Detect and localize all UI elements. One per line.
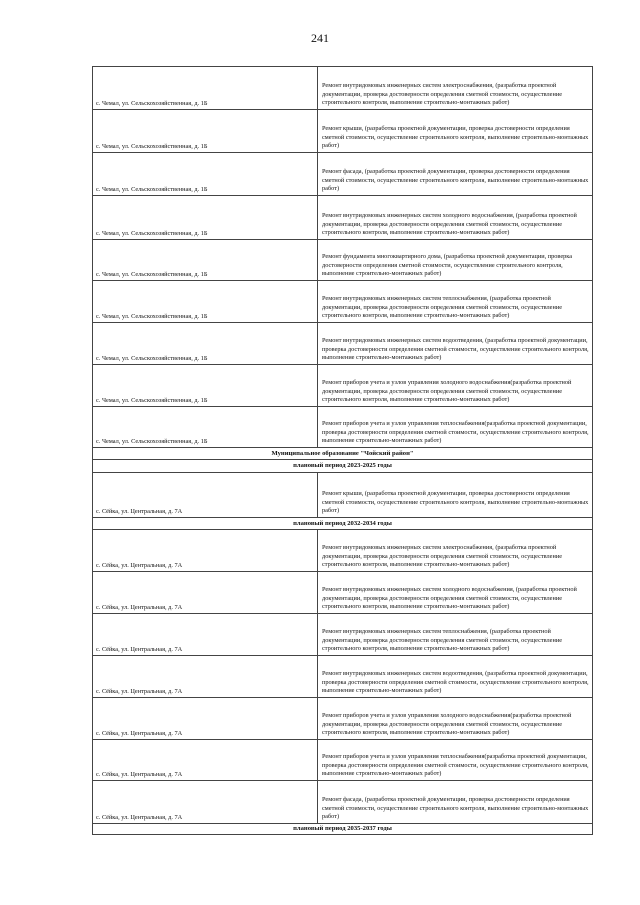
table-row: [93, 614, 593, 656]
work-description-cell: Ремонт внутридомовых инженерных систем электроснабжения, (разработка проектной документации, проверка достоверности определения сметной стоимости, осуществление строительного контроля, выполнение строительно-монтажных работ): [318, 530, 593, 572]
work-description-cell: Ремонт крыши, (разработка проектной документации, проверка достоверности определения сметной стоимости, осуществление строительного контроля, выполнение строительно-монтажных работ): [318, 473, 593, 518]
table-row: [93, 110, 593, 153]
table-row: [93, 530, 593, 572]
work-description-cell: Ремонт внутридомовых инженерных систем теплоснабжения, (разработка проектной документации, проверка достоверности определения сметной стоимости, осуществление строительного контроля, выполнение строительно-монтажных работ): [318, 614, 593, 656]
address-cell: с. Чемал, ул. Сельскохозяйственная, д. 1Б: [93, 110, 318, 153]
section-header: плановый период 2023-2025 годы: [93, 460, 593, 473]
work-description-cell: Ремонт фасада, (разработка проектной документации, проверка достоверности определения сметной стоимости, осуществление строительного контроля, выполнение строительно-монтажных работ): [318, 781, 593, 824]
table-row: [93, 572, 593, 614]
table-row: [93, 698, 593, 740]
table-row: [93, 67, 593, 110]
section-header: плановый период 2032-2034 годы: [93, 518, 593, 530]
address-cell: с. Чемал, ул. Сельскохозяйственная, д. 1Б: [93, 196, 318, 240]
table-row: [93, 365, 593, 407]
address-cell: с. Сёйка, ул. Центральная, д. 7А: [93, 473, 318, 518]
address-cell: с. Чемал, ул. Сельскохозяйственная, д. 1Б: [93, 365, 318, 407]
section-header: Муниципальное образование "Чойский район": [93, 448, 593, 460]
address-cell: с. Сёйка, ул. Центральная, д. 7А: [93, 740, 318, 781]
work-description-cell: Ремонт внутридомовых инженерных систем электроснабжения, (разработка проектной документации, проверка достоверности определения сметной стоимости, осуществление строительного контроля, выполнение строительно-монтажных работ): [318, 67, 593, 110]
table-row: [93, 740, 593, 781]
table-row: [93, 196, 593, 240]
section-header-row: [93, 460, 593, 473]
work-description-cell: Ремонт внутридомовых инженерных систем водоотведения, (разработка проектной документации, проверка достоверности определения сметной стоимости, осуществление строительного контроля, выполнение строительно-монтажных работ): [318, 656, 593, 698]
address-cell: с. Чемал, ул. Сельскохозяйственная, д. 1Б: [93, 281, 318, 323]
table-row: [93, 407, 593, 448]
work-description-cell: Ремонт приборов учета и узлов управления теплоснабжения(разработка проектной документации, проверка достоверности определения сметной стоимости, осуществление строительного контроля, выполнение строительно-монтажных работ): [318, 407, 593, 448]
table-row: [93, 323, 593, 365]
works-table: [92, 66, 593, 835]
table-row: [93, 656, 593, 698]
table-row: [93, 781, 593, 824]
section-header-row: [93, 824, 593, 835]
table-row: [93, 473, 593, 518]
address-cell: с. Сёйка, ул. Центральная, д. 7А: [93, 614, 318, 656]
work-description-cell: Ремонт приборов учета и узлов управления холодного водоснабжения(разработка проектной документации, проверка достоверности определения сметной стоимости, осуществление строительного контроля, выполнение строительно-монтажных работ): [318, 698, 593, 740]
section-header-row: [93, 448, 593, 460]
table-row: [93, 240, 593, 281]
section-header: плановый период 2035-2037 годы: [93, 824, 593, 835]
address-cell: с. Чемал, ул. Сельскохозяйственная, д. 1Б: [93, 240, 318, 281]
address-cell: с. Сёйка, ул. Центральная, д. 7А: [93, 572, 318, 614]
work-description-cell: Ремонт внутридомовых инженерных систем холодного водоснабжения, (разработка проектной документации, проверка достоверности определения сметной стоимости, осуществление строительного контроля, выполнение строительно-монтажных работ): [318, 196, 593, 240]
work-description-cell: Ремонт приборов учета и узлов управления холодного водоснабжения(разработка проектной документации, проверка достоверности определения сметной стоимости, осуществление строительного контроля, выполнение строительно-монтажных работ): [318, 365, 593, 407]
address-cell: с. Сёйка, ул. Центральная, д. 7А: [93, 781, 318, 824]
address-cell: с. Чемал, ул. Сельскохозяйственная, д. 1Б: [93, 323, 318, 365]
address-cell: с. Сёйка, ул. Центральная, д. 7А: [93, 656, 318, 698]
address-cell: с. Сёйка, ул. Центральная, д. 7А: [93, 530, 318, 572]
work-description-cell: Ремонт крыши, (разработка проектной документации, проверка достоверности определения сметной стоимости, осуществление строительного контроля, выполнение строительно-монтажных работ): [318, 110, 593, 153]
work-description-cell: Ремонт внутридомовых инженерных систем теплоснабжения, (разработка проектной документации, проверка достоверности определения сметной стоимости, осуществление строительного контроля, выполнение строительно-монтажных работ): [318, 281, 593, 323]
table-row: [93, 281, 593, 323]
address-cell: с. Сёйка, ул. Центральная, д. 7А: [93, 698, 318, 740]
address-cell: с. Чемал, ул. Сельскохозяйственная, д. 1Б: [93, 67, 318, 110]
works-table-body: [93, 67, 593, 835]
section-header-row: [93, 518, 593, 530]
work-description-cell: Ремонт внутридомовых инженерных систем холодного водоснабжения, (разработка проектной документации, проверка достоверности определения сметной стоимости, осуществление строительного контроля, выполнение строительно-монтажных работ): [318, 572, 593, 614]
table-row: [93, 153, 593, 196]
work-description-cell: Ремонт приборов учета и узлов управления теплоснабжения(разработка проектной документации, проверка достоверности определения сметной стоимости, осуществление строительного контроля, выполнение строительно-монтажных работ): [318, 740, 593, 781]
work-description-cell: Ремонт внутридомовых инженерных систем водоотведения, (разработка проектной документации, проверка достоверности определения сметной стоимости, осуществление строительного контроля, выполнение строительно-монтажных работ): [318, 323, 593, 365]
work-description-cell: Ремонт фундамента многоквартирного дома, (разработка проектной документации, проверка достоверности определения сметной стоимости, осуществление строительного контроля, выполнение строительно-монтажных работ): [318, 240, 593, 281]
address-cell: с. Чемал, ул. Сельскохозяйственная, д. 1Б: [93, 407, 318, 448]
address-cell: с. Чемал, ул. Сельскохозяйственная, д. 1Б: [93, 153, 318, 196]
work-description-cell: Ремонт фасада, (разработка проектной документации, проверка достоверности определения сметной стоимости, осуществление строительного контроля, выполнение строительно-монтажных работ): [318, 153, 593, 196]
page-number: 241: [311, 31, 329, 45]
